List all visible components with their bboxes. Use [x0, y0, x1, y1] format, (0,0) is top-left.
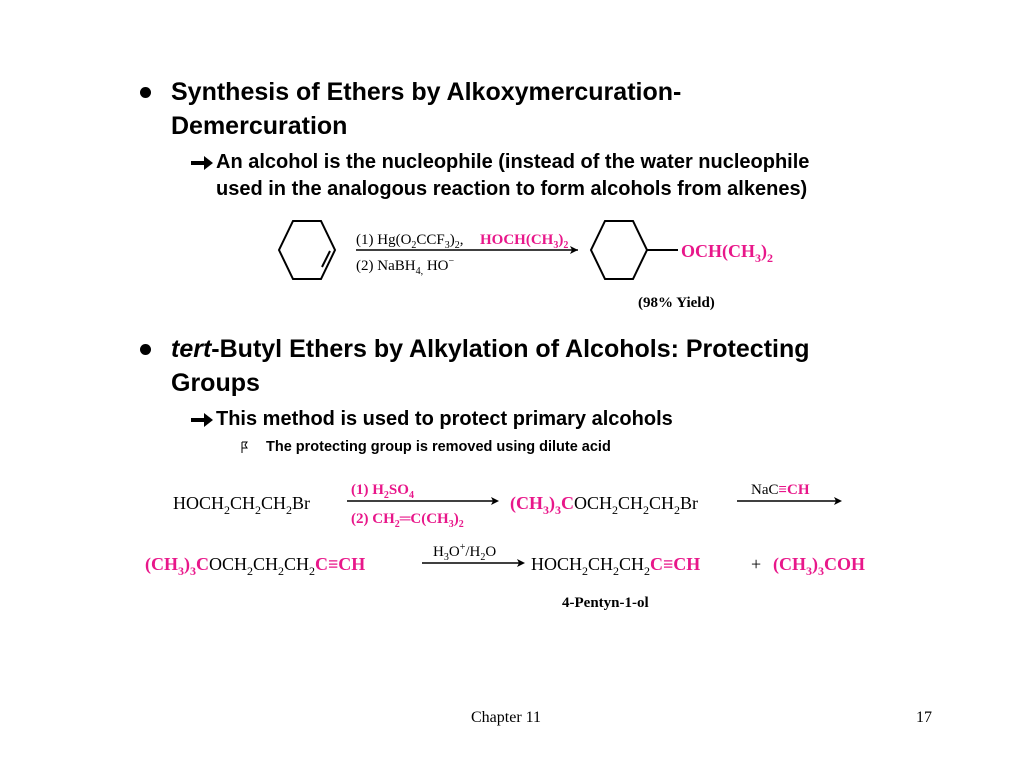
tert-italic: tert	[171, 335, 212, 363]
reaction3-product1: $HOCH_2CH_2CH_2C\equiv CH$	[531, 554, 701, 578]
section2-title-line2: Groups	[171, 369, 260, 397]
section2-title-line1	[171, 334, 810, 365]
reaction3-product-name: 4-Pentyn-1-ol	[562, 595, 649, 611]
sub-bullet-icon	[240, 441, 250, 459]
reaction-2-3-scheme	[140, 470, 900, 620]
cyclohexane-structure	[591, 221, 678, 279]
reaction-1-scheme	[260, 210, 820, 315]
reaction2-step1: (1) $H_2SO_4$	[351, 482, 414, 501]
reaction2-step2: (2) $CH_2═C(CH_3)_2$	[351, 511, 464, 530]
cyclohexene-structure	[279, 221, 335, 279]
right-arrow-icon	[190, 155, 214, 176]
bullet-1	[140, 87, 151, 98]
reaction1-product-group: $OCH(CH_3)_2$	[681, 241, 773, 265]
section1-point-line2: used in the analogous reaction to form alcohols from alkenes)	[216, 178, 808, 200]
reaction3-product2: $(CH_3)_3COH$	[773, 554, 866, 578]
right-arrow-icon-2	[190, 412, 214, 433]
section1-point-line1: An alcohol is the nucleophile (instead of the water nucleophile	[216, 151, 810, 173]
bullet-2	[140, 344, 151, 355]
reaction3-plus: +	[751, 554, 762, 574]
reaction2-reactant: $HOCH_2CH_2CH_2Br$	[173, 493, 311, 517]
reaction1-step1-reagent: $HOCH(CH_3)_2$	[480, 232, 569, 251]
section2-title-rest: -Butyl Ethers by Alkylation of Alcohols: Protecting	[211, 335, 810, 363]
section2-point: This method is used to protect primary alcohols	[216, 408, 673, 430]
section1-title-line1: Synthesis of Ethers by Alkoxymercuration-	[171, 78, 682, 106]
reaction3-reagent: $H_3O^+/H_2O$	[433, 542, 497, 563]
footer-page-number: 17	[916, 709, 932, 726]
section2-subpoint: The protecting group is removed using dilute acid	[266, 439, 611, 455]
reaction1-step1: (1) $Hg(O_2CCF_3)_2$,	[356, 232, 464, 251]
reaction2-reagent2: NaC≡CH	[751, 482, 810, 498]
section1-title-line2: Demercuration	[171, 112, 348, 140]
reaction1-step2: (2) NaBH$_{4,}$ HO−	[356, 256, 455, 277]
reaction3-reactant: $(CH_3)_3COCH_2CH_2CH_2C\equiv CH$	[145, 554, 366, 578]
reaction1-yield: (98% Yield)	[638, 295, 715, 311]
footer-chapter: Chapter 11	[471, 709, 542, 726]
reaction2-product: $(CH_3)_3COCH_2CH_2CH_2Br$	[510, 493, 699, 517]
